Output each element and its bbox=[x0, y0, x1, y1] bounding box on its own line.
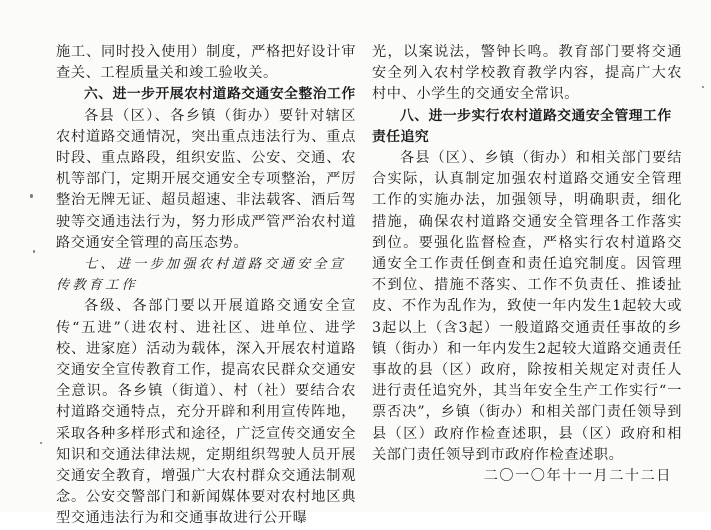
section-body-6: 各县（区）、各乡镇（街办）要针对辖区农村道路交通情况，突出重点违法行为、重点时段、重点路段，组织安监、公安、交通、农机等部门，定期开展交通安全专项整治，严厉整治无牌无证、超员超速、非法载客、酒后驾驶等交通违法行为，努力形成严管严治农村道路交通安全管理的高压态势。 bbox=[56, 107, 356, 251]
section-body-7: 各级、各部门要以开展道路交通安全宣传“五进”（进农村、进社区、进单位、进学校、进家庭）活动为载体，深入开展农村道路交通安全宣传教育工作，提高农民群众交通安全意识。各乡镇（街道）、村（社）要结合农村道路交通特点，充分开辟和利用宣传阵地，采取各种多样形式和途径，广泛宣传交通安全知识和交通法律法规，定期组织驾驶人员开展交通安全教育，增强广大农村群众交通法制观念。公安交警部门和新闻媒体要对农村地区典型交通违法行为和交通事故进行公开曝 bbox=[56, 298, 356, 527]
scan-speck bbox=[40, 442, 42, 444]
right-column bbox=[372, 42, 682, 487]
scan-speck bbox=[30, 194, 33, 198]
section-heading-6: 六、进一步开展农村道路交通安全整治工作 bbox=[84, 86, 356, 103]
paragraph-continuation: 施工、同时投入使用）制度，严格把好设计审查关、工程质量关和竣工验收关。 bbox=[56, 44, 356, 82]
left-column bbox=[56, 42, 356, 530]
document-date: 二〇一〇年十一月二十二日 bbox=[483, 468, 672, 485]
section-heading-8: 八、进一步实行农村道路交通安全管理工作责任追究 bbox=[372, 107, 672, 145]
section-body-7-continued: 光，以案说法，警钟长鸣。教育部门要将交通安全列入农村学校教育教学内容，提高广大农村中、小学生的交通安全常识。 bbox=[372, 44, 682, 103]
section-body-8: 各县（区）、乡镇（街办）和相关部门要结合实际，认真制定加强农村道路交通安全管理工作的实施办法，加强领导，明确职责，细化措施，确保农村道路交通安全管理各工作落实到位。要强化监督检查，严格实行农村道路交通安全工作责任倒查和责任追究制度。因管理不到位、措施不落实、工作不负责任、推诿扯皮、不作为乱作为，致使一年内发生1起较大或3起以上（含3起）一般道路交通责任事故的乡镇（街办）和一年内发生2起较大道路交通责任事故的县（区）政府，除按相关规定对责任人进行责任追究外，其当年安全生产工作实行“一票否决”，乡镇（街办）和相关部门责任领导到县（区）政府作检查述职，县（区）政府和相关部门责任领导到市政府作检查述职。 bbox=[372, 150, 682, 463]
scan-speck bbox=[702, 86, 704, 88]
section-heading-7: 七、进一步加强农村道路交通安全宣传教育工作 bbox=[56, 257, 347, 294]
scan-speck bbox=[33, 250, 35, 253]
